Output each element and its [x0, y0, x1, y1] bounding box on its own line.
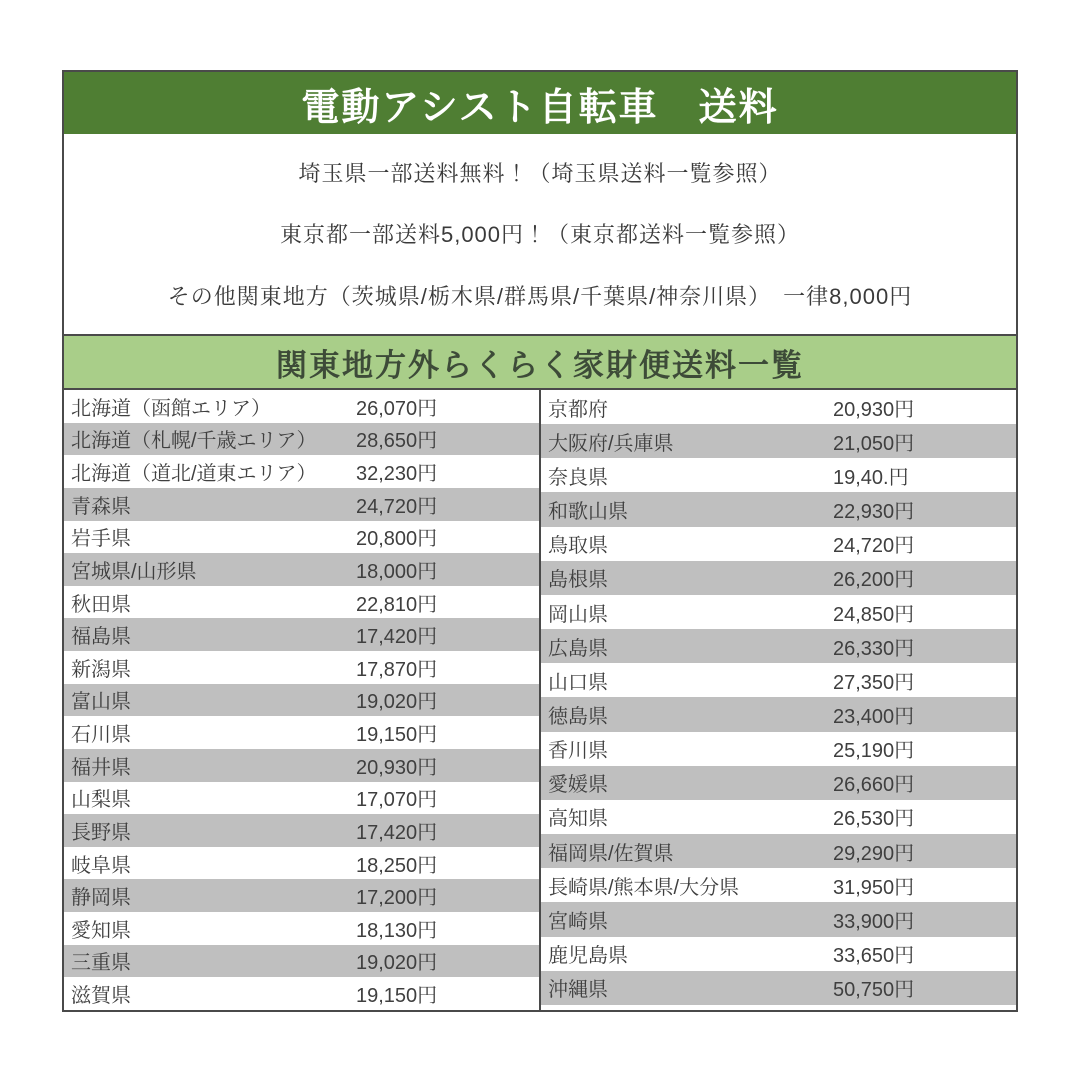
table-row — [541, 868, 1016, 902]
price-cell: 19,40.円 — [833, 466, 909, 489]
main-title: 電動アシスト自転車 送料 — [64, 72, 1016, 134]
table-row — [541, 595, 1016, 629]
region-cell: 滋賀県 — [71, 985, 131, 1008]
price-cell: 19,150円 — [356, 985, 438, 1008]
table-row — [541, 902, 1016, 936]
region-cell: 沖縄県 — [548, 979, 608, 1002]
region-cell: 和歌山県 — [548, 501, 628, 524]
table-row — [64, 521, 539, 554]
region-cell: 北海道（札幌/千歳エリア） — [71, 430, 317, 453]
table-row — [541, 971, 1016, 1005]
price-cell: 22,810円 — [356, 593, 438, 616]
price-cell: 18,130円 — [356, 919, 438, 942]
price-cell: 26,660円 — [833, 774, 915, 797]
table-row — [541, 424, 1016, 458]
table-row — [541, 766, 1016, 800]
price-cell: 31,950円 — [833, 876, 915, 899]
region-cell: 岩手県 — [71, 528, 131, 551]
region-cell: 島根県 — [548, 569, 608, 592]
table-row — [541, 1005, 1016, 1010]
region-cell: 香川県 — [548, 740, 608, 763]
table-row — [64, 618, 539, 651]
table-row — [541, 732, 1016, 766]
price-cell: 26,200円 — [833, 569, 915, 592]
note-saitama: 埼玉県一部送料無料！（埼玉県送料一覧参照） — [298, 161, 782, 187]
region-cell: 岡山県 — [548, 603, 608, 626]
price-cell: 18,000円 — [356, 560, 438, 583]
table-row — [541, 629, 1016, 663]
price-cell: 17,420円 — [356, 626, 438, 649]
table-row — [64, 390, 539, 423]
region-cell: 北海道（道北/道東エリア） — [71, 463, 317, 486]
table-row — [64, 586, 539, 619]
price-cell: 29,290円 — [833, 842, 915, 865]
price-cell: 26,070円 — [356, 397, 438, 420]
table-row — [541, 527, 1016, 561]
price-cell: 17,200円 — [356, 887, 438, 910]
table-row — [64, 749, 539, 782]
table-row — [64, 684, 539, 717]
table-row — [541, 458, 1016, 492]
price-cell: 24,720円 — [833, 535, 915, 558]
region-cell: 石川県 — [71, 724, 131, 747]
region-cell: 富山県 — [71, 691, 131, 714]
price-cell: 32,230円 — [356, 463, 438, 486]
table-row — [541, 492, 1016, 526]
price-cell: 17,420円 — [356, 821, 438, 844]
region-cell: 鳥取県 — [548, 535, 608, 558]
price-cell: 23,400円 — [833, 705, 915, 728]
table-row — [64, 945, 539, 978]
table-row — [64, 847, 539, 880]
price-cell: 19,020円 — [356, 952, 438, 975]
table-row — [64, 716, 539, 749]
region-cell: 福岡県/佐賀県 — [548, 842, 674, 865]
region-cell: 大阪府/兵庫県 — [548, 432, 674, 455]
table-row — [64, 782, 539, 815]
shipping-panel — [62, 70, 1018, 1012]
table-row — [64, 977, 539, 1010]
price-cell: 20,930円 — [356, 756, 438, 779]
region-cell: 鹿児島県 — [548, 945, 628, 968]
shipping-notes — [64, 134, 1016, 334]
table-row — [64, 651, 539, 684]
region-cell: 青森県 — [71, 495, 131, 518]
region-cell: 山口県 — [548, 671, 608, 694]
table-row — [64, 553, 539, 586]
price-cell: 33,650円 — [833, 945, 915, 968]
price-cell: 26,330円 — [833, 637, 915, 660]
region-cell: 奈良県 — [548, 466, 608, 489]
region-cell: 宮城県/山形県 — [71, 560, 197, 583]
price-cell: 21,050円 — [833, 432, 915, 455]
price-cell: 17,870円 — [356, 658, 438, 681]
price-cell: 19,020円 — [356, 691, 438, 714]
region-cell: 福井県 — [71, 756, 131, 779]
table-row — [541, 663, 1016, 697]
table-row — [64, 488, 539, 521]
region-cell: 徳島県 — [548, 705, 608, 728]
price-cell: 50,750円 — [833, 979, 915, 1002]
table-row — [64, 423, 539, 456]
table-left-column — [64, 390, 541, 1010]
price-cell: 28,650円 — [356, 430, 438, 453]
table-row — [64, 455, 539, 488]
region-cell: 高知県 — [548, 808, 608, 831]
note-tokyo: 東京都一部送料5,000円！（東京都送料一覧参照） — [279, 222, 801, 248]
table-row — [541, 561, 1016, 595]
region-cell: 北海道（函館エリア） — [71, 397, 271, 420]
region-cell: 秋田県 — [71, 593, 131, 616]
region-cell: 新潟県 — [71, 658, 131, 681]
table-row — [64, 912, 539, 945]
region-cell: 岐阜県 — [71, 854, 131, 877]
table-row — [541, 937, 1016, 971]
table-row — [64, 879, 539, 912]
price-cell: 26,530円 — [833, 808, 915, 831]
region-cell: 愛媛県 — [548, 774, 608, 797]
region-cell: 三重県 — [71, 952, 131, 975]
table-row — [541, 800, 1016, 834]
price-cell: 24,720円 — [356, 495, 438, 518]
price-cell: 19,150円 — [356, 724, 438, 747]
region-cell: 静岡県 — [71, 887, 131, 910]
table-right-column — [541, 390, 1016, 1010]
price-cell: 22,930円 — [833, 501, 915, 524]
region-cell: 長野県 — [71, 821, 131, 844]
price-cell: 27,350円 — [833, 671, 915, 694]
price-cell: 24,850円 — [833, 603, 915, 626]
table-title: 関東地方外らくらく家財便送料一覧 — [64, 334, 1016, 390]
price-cell: 25,190円 — [833, 740, 915, 763]
region-cell: 宮崎県 — [548, 910, 608, 933]
region-cell: 山梨県 — [71, 789, 131, 812]
region-cell: 長崎県/熊本県/大分県 — [548, 876, 740, 899]
fee-table — [64, 390, 1016, 1010]
table-row — [64, 814, 539, 847]
price-cell: 20,800円 — [356, 528, 438, 551]
region-cell: 広島県 — [548, 637, 608, 660]
price-cell: 33,900円 — [833, 910, 915, 933]
region-cell: 福島県 — [71, 626, 131, 649]
price-cell: 18,250円 — [356, 854, 438, 877]
price-cell: 20,930円 — [833, 398, 915, 421]
table-row — [541, 390, 1016, 424]
price-cell: 17,070円 — [356, 789, 438, 812]
region-cell: 愛知県 — [71, 919, 131, 942]
table-row — [541, 834, 1016, 868]
region-cell: 京都府 — [548, 398, 608, 421]
table-row — [541, 697, 1016, 731]
note-other-kanto: その他関東地方（茨城県/栃木県/群馬県/千葉県/神奈川県） 一律8,000円 — [167, 283, 913, 309]
